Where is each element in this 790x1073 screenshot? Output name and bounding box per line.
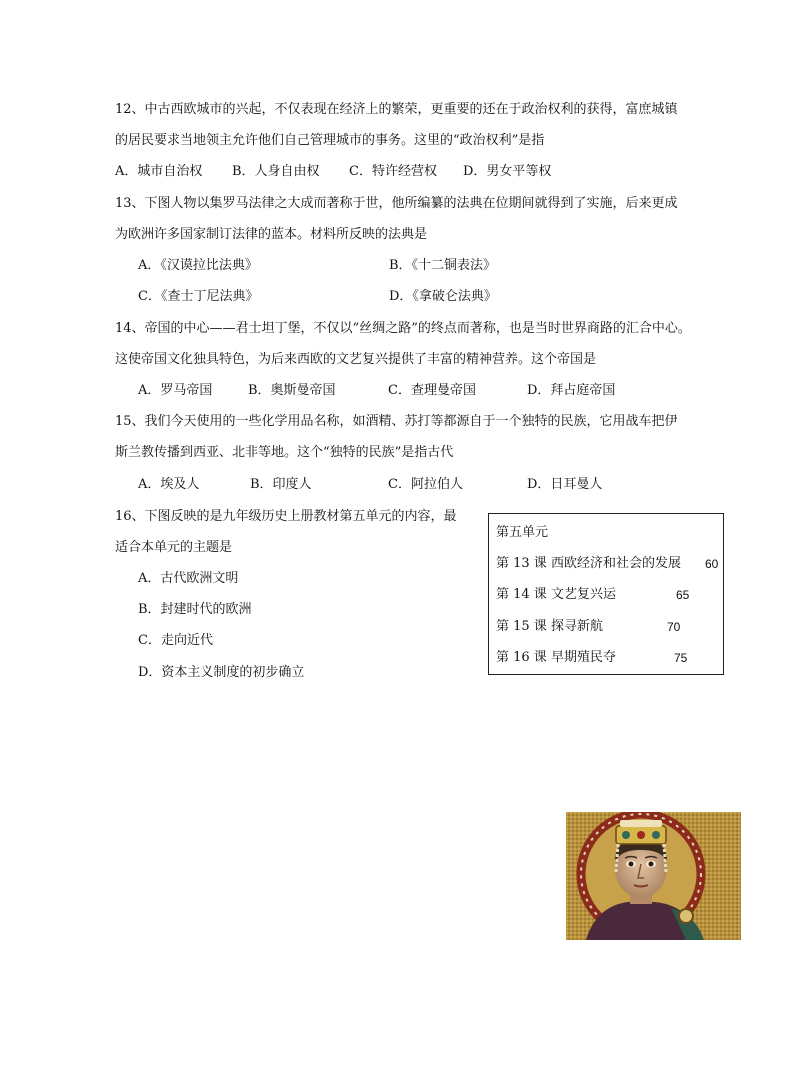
q12-option-b: B．人身自由权 xyxy=(232,164,320,179)
q15-option-b: B．印度人 xyxy=(250,477,312,492)
q13-text-line2: 为欧洲许多国家制订法律的蓝本。材料所反映的法典是 xyxy=(115,227,428,242)
q14-option-d: D．拜占庭帝国 xyxy=(527,383,616,398)
lesson-14-label: 第 14 课 文艺复兴运 xyxy=(496,587,616,602)
q12-option-c: C．特许经营权 xyxy=(349,164,437,179)
q16-option-a: A．古代欧洲文明 xyxy=(138,571,239,586)
lesson-14-page: 65 xyxy=(676,588,690,602)
q14-text-line2: 这使帝国文化独具特色，为后来西欧的文艺复兴提供了丰富的精神营养。这个帝国是 xyxy=(115,352,597,367)
lesson-13-page: 60 xyxy=(705,557,719,571)
q12-option-a: A．城市自治权 xyxy=(115,164,203,179)
q15-text-line2: 斯兰教传播到西亚、北非等地。这个“独特的民族”是指古代 xyxy=(115,445,454,460)
q15-text-line1: 15、我们今天使用的一些化学用品名称，如酒精、苏打等都源自于一个独特的民族，它用战车把伊 xyxy=(115,414,678,429)
q15-option-c: C．阿拉伯人 xyxy=(388,477,463,492)
justinian-mosaic-image xyxy=(566,812,741,940)
unit-contents-box xyxy=(488,513,724,675)
q14-option-c: C．查理曼帝国 xyxy=(388,383,476,398)
q14-text-line1: 14、帝国的中心——君士坦丁堡，不仅以“丝绸之路”的终点而著称，也是当时世界商路的汇合中心。 xyxy=(115,321,691,336)
unit-title: 第五单元 xyxy=(496,525,549,540)
q13-option-b: B．《十二铜表法》 xyxy=(389,258,497,273)
q12-option-d: D．男女平等权 xyxy=(463,164,552,179)
q13-text-line1: 13、下图人物以集罗马法律之大成而著称于世，他所编纂的法典在位期间就得到了实施，后来更成 xyxy=(115,196,678,211)
q16-option-b: B．封建时代的欧洲 xyxy=(138,602,252,617)
q16-text-line2: 适合本单元的主题是 xyxy=(115,540,233,555)
q16-option-c: C．走向近代 xyxy=(138,633,213,648)
q13-option-d: D．《拿破仑法典》 xyxy=(389,289,497,304)
lesson-13-label: 第 13 课 西欧经济和社会的发展 xyxy=(496,556,681,571)
lesson-16-label: 第 16 课 早期殖民夺 xyxy=(496,650,616,665)
lesson-15-label: 第 15 课 探寻新航 xyxy=(496,619,603,634)
q12-text-line1: 12、中古西欧城市的兴起，不仅表现在经济上的繁荣，更重要的还在于政治权利的获得，富庶城镇 xyxy=(115,102,678,117)
q15-option-a: A．埃及人 xyxy=(138,477,200,492)
q15-option-d: D．日耳曼人 xyxy=(527,477,603,492)
lesson-15-page: 70 xyxy=(667,620,681,634)
q14-option-a: A．罗马帝国 xyxy=(138,383,213,398)
q16-text-line1: 16、下图反映的是九年级历史上册教材第五单元的内容，最 xyxy=(115,509,457,524)
lesson-16-page: 75 xyxy=(674,651,688,665)
q13-option-a: A．《汉谟拉比法典》 xyxy=(138,258,258,273)
q16-option-d: D．资本主义制度的初步确立 xyxy=(138,665,305,680)
q14-option-b: B．奥斯曼帝国 xyxy=(248,383,336,398)
q13-option-c: C．《查士丁尼法典》 xyxy=(138,289,259,304)
q12-text-line2: 的居民要求当地领主允许他们自己管理城市的事务。这里的“政治权利”是指 xyxy=(115,133,545,148)
